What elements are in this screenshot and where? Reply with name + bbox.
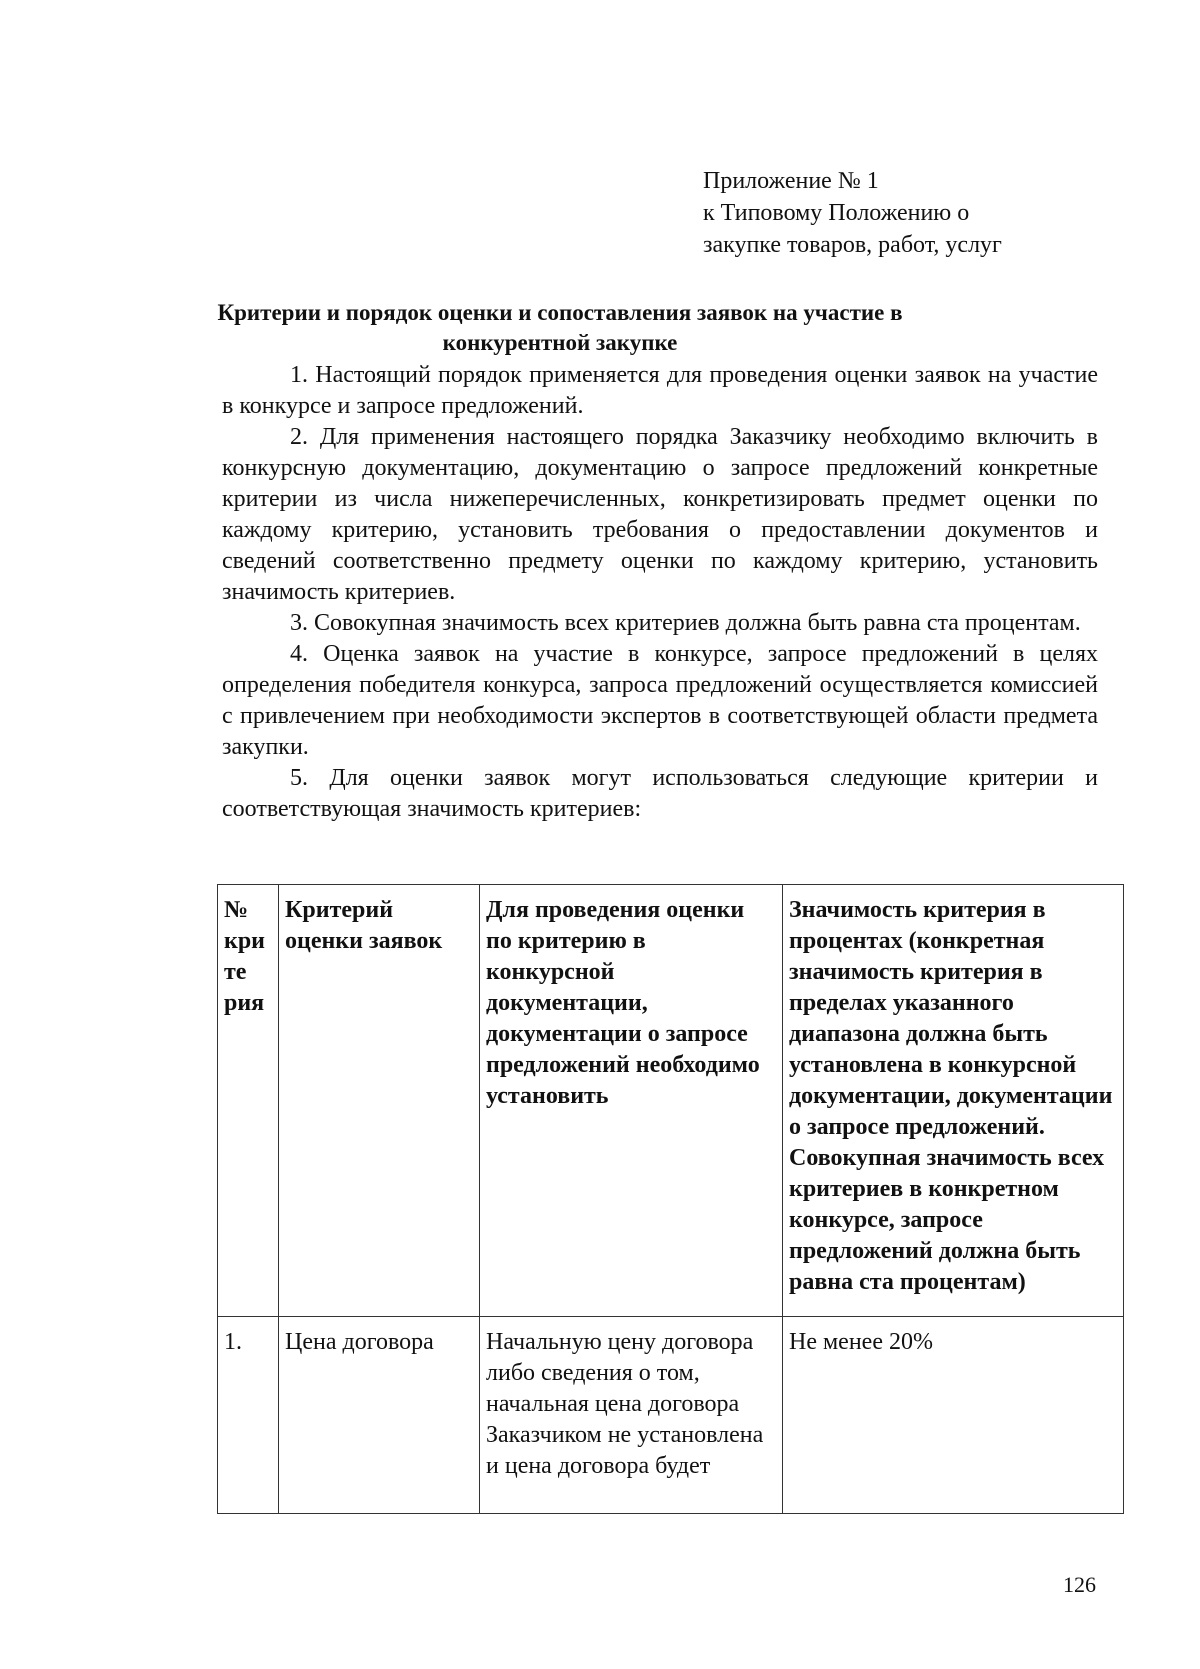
- header-criterion: Критерий оценки заявок: [279, 885, 480, 1317]
- paragraph-5: 5. Для оценки заявок могут использоваться следующие критерии и соответствующая значимость критериев:: [222, 765, 1098, 822]
- page-number: 126: [1063, 1572, 1096, 1597]
- appendix-line-1: Приложение № 1: [703, 168, 879, 194]
- cell-criterion: Цена договора: [279, 1317, 480, 1514]
- paragraph-2: 2. Для применения настоящего порядка Заказчику необходимо включить в конкурсную документацию, документацию о запросе предложений конкретные критерии из числа нижеперечисленных, конкретизировать предмет оценки по каждому критерию, установить требования о предоставлении документов и сведений соответственно предмету оценки по каждому критерию, установить значимость критериев.: [222, 424, 1098, 605]
- table-header-row: [218, 885, 1124, 1317]
- appendix-line-3: закупке товаров, работ, услуг: [703, 232, 1002, 258]
- header-requirement: Для проведения оценки по критерию в конкурсной документации, документации о запросе предложений необходимо установить: [480, 885, 783, 1317]
- cell-requirement: Начальную цену договора либо сведения о том, начальная цена договора Заказчиком не установлена и цена договора будет: [480, 1317, 783, 1514]
- header-weight: Значимость критерия в процентах (конкретная значимость критерия в пределах указанного диапазона должна быть установлена в конкурсной документации, документации о запросе предложений. Совокупная значимость всех критериев в конкретном конкурсе, запросе предложений должна быть равна ста процентам): [783, 885, 1124, 1317]
- appendix-line-2: к Типовому Положению о: [703, 200, 970, 226]
- document-body: [222, 360, 1098, 825]
- paragraph-4: 4. Оценка заявок на участие в конкурсе, запросе предложений в целях определения победителя конкурса, запроса предложений осуществляется комиссией с привлечением при необходимости экспертов в соответствующей области предмета закупки.: [222, 641, 1098, 760]
- header-number: № кри те рия: [218, 885, 279, 1317]
- cell-number: 1.: [218, 1317, 279, 1514]
- appendix-header: [703, 165, 1002, 261]
- document-title: [200, 298, 920, 358]
- paragraph-1: 1. Настоящий порядок применяется для проведения оценки заявок на участие в конкурсе и запросе предложений.: [222, 362, 1098, 419]
- title-line-1: Критерии и порядок оценки и сопоставления заявок на участие в: [217, 300, 903, 325]
- criteria-table: [217, 884, 1124, 1514]
- cell-weight: Не менее 20%: [783, 1317, 1124, 1514]
- table-row: [218, 1317, 1124, 1514]
- paragraph-3: 3. Совокупная значимость всех критериев должна быть равна ста процентам.: [290, 610, 1081, 636]
- title-line-2: конкурентной закупке: [442, 330, 678, 355]
